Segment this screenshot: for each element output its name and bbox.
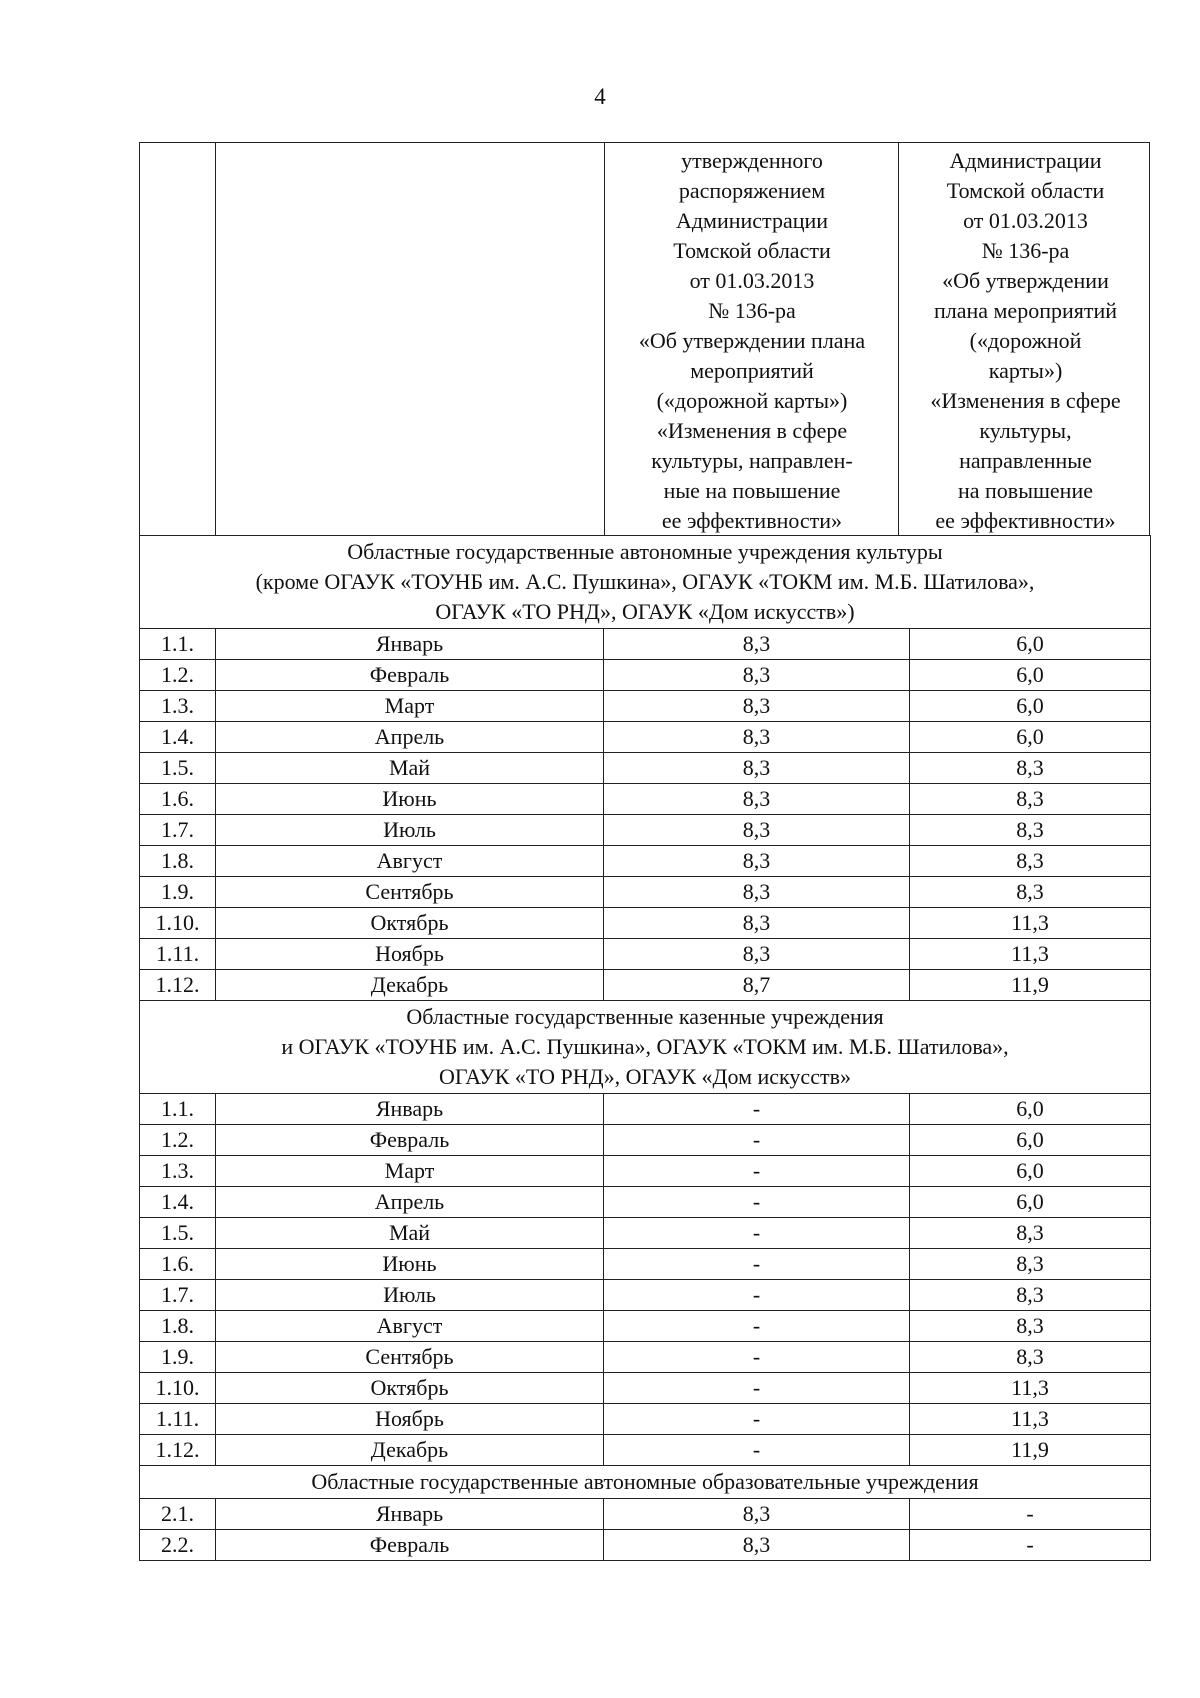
table-row bbox=[140, 1530, 1151, 1561]
month-cell: Сентябрь bbox=[216, 877, 604, 908]
month-cell: Май bbox=[216, 1218, 604, 1249]
section-title-line: и ОГАУК «ТОУНБ им. А.С. Пушкина», ОГАУК «ТОКМ им. М.Б. Шатилова», bbox=[281, 1034, 1009, 1059]
month-cell: Август bbox=[216, 1311, 604, 1342]
plan-value-cell: - bbox=[604, 1435, 910, 1466]
row-number-cell: 1.3. bbox=[140, 1156, 216, 1187]
month-cell: Январь bbox=[216, 1094, 604, 1125]
data-table bbox=[139, 535, 1151, 1561]
month-cell: Июль bbox=[216, 815, 604, 846]
plan-value-cell: - bbox=[604, 1094, 910, 1125]
admin-value-cell: 6,0 bbox=[910, 629, 1151, 660]
row-number-cell: 1.9. bbox=[140, 1342, 216, 1373]
row-number-cell: 1.5. bbox=[140, 753, 216, 784]
month-cell: Февраль bbox=[216, 660, 604, 691]
header-text-line: «Об утверждении плана bbox=[638, 328, 866, 353]
plan-value-cell: 8,3 bbox=[604, 784, 910, 815]
plan-value-cell: - bbox=[604, 1373, 910, 1404]
header-text-line: «Изменения в сфере bbox=[656, 418, 848, 443]
admin-value-cell: 6,0 bbox=[910, 1156, 1151, 1187]
section-header-row bbox=[140, 1466, 1151, 1499]
column-divider bbox=[215, 143, 216, 536]
month-cell: Октябрь bbox=[216, 1373, 604, 1404]
admin-value-cell: 6,0 bbox=[910, 1187, 1151, 1218]
header-text-line: «Изменения в сфере bbox=[930, 388, 1121, 413]
month-cell: Июнь bbox=[216, 784, 604, 815]
plan-value-cell: - bbox=[604, 1342, 910, 1373]
header-text-line: «Об утверждении bbox=[942, 268, 1109, 293]
month-cell: Март bbox=[216, 1156, 604, 1187]
plan-value-cell: - bbox=[604, 1249, 910, 1280]
table-row bbox=[140, 629, 1151, 660]
header-text-line: («дорожной bbox=[969, 328, 1082, 353]
header-text-line: № 136-ра bbox=[981, 238, 1070, 263]
header-text-line: Администрации bbox=[675, 208, 829, 233]
plan-value-cell: - bbox=[604, 1311, 910, 1342]
row-number-cell: 1.1. bbox=[140, 1094, 216, 1125]
admin-value-cell: - bbox=[910, 1530, 1151, 1561]
month-cell: Август bbox=[216, 846, 604, 877]
table-row bbox=[140, 846, 1151, 877]
admin-value-cell: 8,3 bbox=[910, 1311, 1151, 1342]
month-cell: Май bbox=[216, 753, 604, 784]
row-number-cell: 1.8. bbox=[140, 1311, 216, 1342]
month-cell: Январь bbox=[216, 629, 604, 660]
row-number-cell: 1.2. bbox=[140, 1125, 216, 1156]
plan-value-cell: 8,3 bbox=[604, 1499, 910, 1530]
header-column-plan bbox=[606, 143, 898, 536]
table-row bbox=[140, 1249, 1151, 1280]
table-row bbox=[140, 1373, 1151, 1404]
section-title bbox=[140, 536, 1151, 629]
plan-value-cell: - bbox=[604, 1218, 910, 1249]
plan-value-cell: - bbox=[604, 1125, 910, 1156]
row-number-cell: 2.1. bbox=[140, 1499, 216, 1530]
table-row bbox=[140, 1404, 1151, 1435]
row-number-cell: 1.5. bbox=[140, 1218, 216, 1249]
row-number-cell: 1.8. bbox=[140, 846, 216, 877]
row-number-cell: 1.11. bbox=[140, 939, 216, 970]
header-text-line: № 136-ра bbox=[708, 298, 796, 323]
admin-value-cell: 11,3 bbox=[910, 939, 1151, 970]
admin-value-cell: - bbox=[910, 1499, 1151, 1530]
admin-value-cell: 11,3 bbox=[910, 908, 1151, 939]
table-row bbox=[140, 691, 1151, 722]
table-row bbox=[140, 660, 1151, 691]
header-text-line: от 01.03.2013 bbox=[689, 268, 815, 293]
row-number-cell: 1.7. bbox=[140, 815, 216, 846]
admin-value-cell: 8,3 bbox=[910, 1249, 1151, 1280]
admin-value-cell: 6,0 bbox=[910, 691, 1151, 722]
table-row bbox=[140, 722, 1151, 753]
row-number-cell: 1.12. bbox=[140, 970, 216, 1001]
section-title-line: Областные государственные автономные учреждения культуры bbox=[347, 539, 943, 564]
table-row bbox=[140, 1342, 1151, 1373]
row-number-cell: 1.1. bbox=[140, 629, 216, 660]
plan-value-cell: 8,3 bbox=[604, 629, 910, 660]
column-divider bbox=[604, 143, 605, 536]
plan-value-cell: 8,3 bbox=[604, 815, 910, 846]
plan-value-cell: 8,3 bbox=[604, 908, 910, 939]
table-header-continuation bbox=[139, 142, 1150, 536]
admin-value-cell: 11,9 bbox=[910, 1435, 1151, 1466]
admin-value-cell: 6,0 bbox=[910, 1125, 1151, 1156]
table-row bbox=[140, 1125, 1151, 1156]
plan-value-cell: 8,3 bbox=[604, 1530, 910, 1561]
header-text-line: на повышение bbox=[958, 478, 1093, 503]
admin-value-cell: 8,3 bbox=[910, 815, 1151, 846]
header-text-line: культуры, bbox=[979, 418, 1072, 443]
plan-value-cell: 8,3 bbox=[604, 877, 910, 908]
month-cell: Апрель bbox=[216, 722, 604, 753]
row-number-cell: 1.4. bbox=[140, 722, 216, 753]
plan-value-cell: 8,3 bbox=[604, 939, 910, 970]
admin-value-cell: 11,3 bbox=[910, 1404, 1151, 1435]
header-text-line: ее эффективности» bbox=[935, 508, 1116, 533]
admin-value-cell: 8,3 bbox=[910, 846, 1151, 877]
table-row bbox=[140, 815, 1151, 846]
column-divider bbox=[898, 143, 899, 536]
row-number-cell: 1.6. bbox=[140, 1249, 216, 1280]
row-number-cell: 1.6. bbox=[140, 784, 216, 815]
admin-value-cell: 11,9 bbox=[910, 970, 1151, 1001]
plan-value-cell: - bbox=[604, 1404, 910, 1435]
table-row bbox=[140, 1280, 1151, 1311]
section-title-line: ОГАУК «ТО РНД», ОГАУК «Дом искусств» bbox=[439, 1064, 851, 1089]
row-number-cell: 1.9. bbox=[140, 877, 216, 908]
header-text-line: карты») bbox=[988, 358, 1063, 383]
section-header-row bbox=[140, 536, 1151, 629]
table-row bbox=[140, 1311, 1151, 1342]
row-number-cell: 1.10. bbox=[140, 908, 216, 939]
row-number-cell: 2.2. bbox=[140, 1530, 216, 1561]
section-title-line: ОГАУК «ТО РНД», ОГАУК «Дом искусств») bbox=[435, 599, 855, 624]
plan-value-cell: - bbox=[604, 1187, 910, 1218]
plan-value-cell: 8,3 bbox=[604, 691, 910, 722]
month-cell: Апрель bbox=[216, 1187, 604, 1218]
header-column-administration bbox=[900, 143, 1151, 536]
table-row bbox=[140, 1187, 1151, 1218]
section-title bbox=[140, 1466, 1151, 1499]
admin-value-cell: 8,3 bbox=[910, 877, 1151, 908]
table-row bbox=[140, 753, 1151, 784]
plan-value-cell: 8,7 bbox=[604, 970, 910, 1001]
table-row bbox=[140, 784, 1151, 815]
header-text-line: плана мероприятий bbox=[933, 298, 1118, 323]
section-title-line: Областные государственные автономные образовательные учреждения bbox=[311, 1469, 979, 1494]
page-number: 4 bbox=[594, 84, 606, 109]
admin-value-cell: 6,0 bbox=[910, 722, 1151, 753]
month-cell: Декабрь bbox=[216, 1435, 604, 1466]
month-cell: Январь bbox=[216, 1499, 604, 1530]
header-text-line: от 01.03.2013 bbox=[963, 208, 1088, 233]
header-text-line: Томской области bbox=[946, 178, 1105, 203]
header-text-line: утвержденного bbox=[681, 148, 823, 173]
admin-value-cell: 8,3 bbox=[910, 1342, 1151, 1373]
table-row bbox=[140, 939, 1151, 970]
header-text-line: культуры, направлен- bbox=[651, 448, 853, 473]
month-cell: Февраль bbox=[216, 1530, 604, 1561]
section-title bbox=[140, 1001, 1151, 1094]
month-cell: Октябрь bbox=[216, 908, 604, 939]
row-number-cell: 1.2. bbox=[140, 660, 216, 691]
section-header-row bbox=[140, 1001, 1151, 1094]
month-cell: Ноябрь bbox=[216, 939, 604, 970]
admin-value-cell: 8,3 bbox=[910, 784, 1151, 815]
plan-value-cell: 8,3 bbox=[604, 846, 910, 877]
section-title-line: Областные государственные казенные учреждения bbox=[406, 1004, 884, 1029]
header-text-line: мероприятий bbox=[690, 358, 814, 383]
row-number-cell: 1.3. bbox=[140, 691, 216, 722]
row-number-cell: 1.4. bbox=[140, 1187, 216, 1218]
admin-value-cell: 8,3 bbox=[910, 1218, 1151, 1249]
month-cell: Март bbox=[216, 691, 604, 722]
plan-value-cell: 8,3 bbox=[604, 753, 910, 784]
admin-value-cell: 6,0 bbox=[910, 660, 1151, 691]
row-number-cell: 1.12. bbox=[140, 1435, 216, 1466]
row-number-cell: 1.10. bbox=[140, 1373, 216, 1404]
header-text-line: ее эффективности» bbox=[661, 508, 843, 533]
plan-value-cell: 8,3 bbox=[604, 722, 910, 753]
table-row bbox=[140, 1435, 1151, 1466]
admin-value-cell: 11,3 bbox=[910, 1373, 1151, 1404]
table-row bbox=[140, 1094, 1151, 1125]
table-row bbox=[140, 908, 1151, 939]
table-row bbox=[140, 1499, 1151, 1530]
section-title-line: (кроме ОГАУК «ТОУНБ им. А.С. Пушкина», ОГАУК «ТОКМ им. М.Б. Шатилова», bbox=[255, 569, 1035, 594]
month-cell: Июнь bbox=[216, 1249, 604, 1280]
month-cell: Сентябрь bbox=[216, 1342, 604, 1373]
admin-value-cell: 8,3 bbox=[910, 753, 1151, 784]
header-text-line: Томской области bbox=[673, 238, 831, 263]
row-number-cell: 1.7. bbox=[140, 1280, 216, 1311]
month-cell: Июль bbox=[216, 1280, 604, 1311]
month-cell: Ноябрь bbox=[216, 1404, 604, 1435]
row-number-cell: 1.11. bbox=[140, 1404, 216, 1435]
table-row bbox=[140, 877, 1151, 908]
admin-value-cell: 6,0 bbox=[910, 1094, 1151, 1125]
plan-value-cell: 8,3 bbox=[604, 660, 910, 691]
table-row bbox=[140, 970, 1151, 1001]
header-text-line: Администрации bbox=[949, 148, 1102, 173]
header-text-line: («дорожной карты») bbox=[656, 388, 848, 413]
table-row bbox=[140, 1156, 1151, 1187]
plan-value-cell: - bbox=[604, 1280, 910, 1311]
month-cell: Декабрь bbox=[216, 970, 604, 1001]
header-text-line: ные на повышение bbox=[663, 478, 841, 503]
header-text-line: направленные bbox=[959, 448, 1092, 473]
header-text-line: распоряжением bbox=[678, 178, 826, 203]
plan-value-cell: - bbox=[604, 1156, 910, 1187]
admin-value-cell: 8,3 bbox=[910, 1280, 1151, 1311]
month-cell: Февраль bbox=[216, 1125, 604, 1156]
table-row bbox=[140, 1218, 1151, 1249]
